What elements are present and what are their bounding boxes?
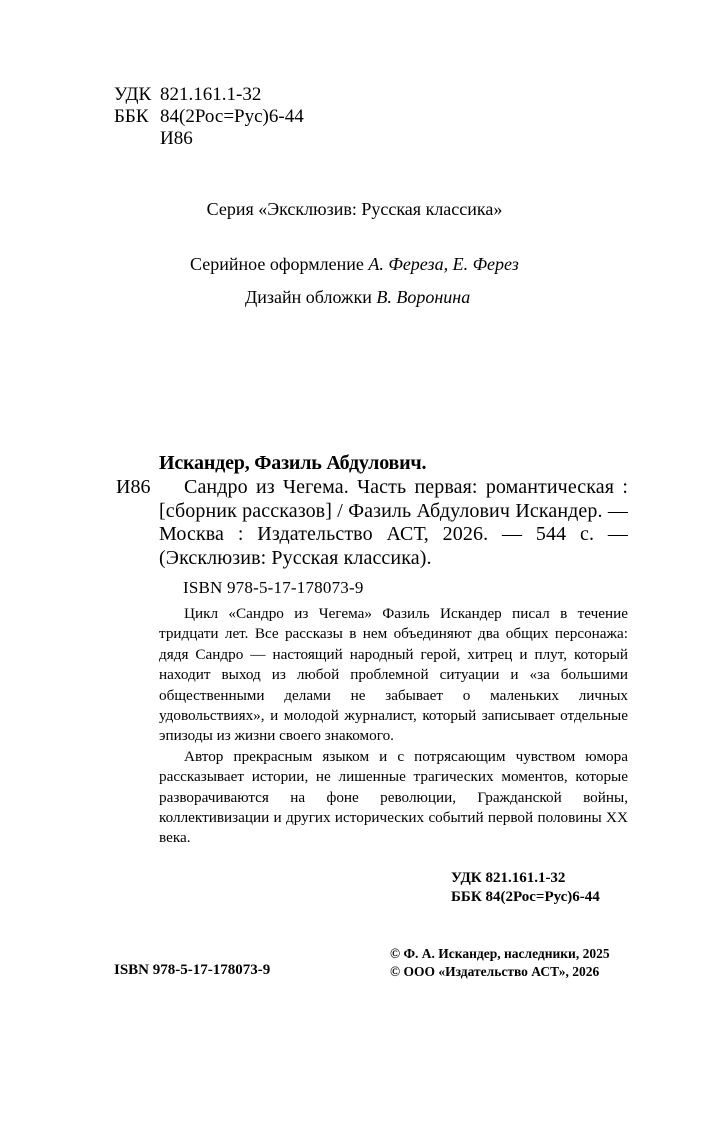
cover-design-name: В. Воронина — [376, 287, 471, 307]
series-title: Серия «Эксклюзив: Русская классика» — [206, 199, 503, 219]
card-abstract — [159, 604, 628, 849]
abstract-paragraph-1: Цикл «Сандро из Чегема» Фазиль Искандер писал в течение тридцати лет. Все рассказы в нем объединяют два общих персонажа: дядя Сандро — настоящий народный герой, хитрец и плут, который находит выход из любой проблемной ситуации и «за большими общественными делами не забывает о маленьких личных удовольствиях», и молодой журналист, который записывает отдельные эпизоды из жизни своего знакомого. — [159, 605, 628, 745]
card-isbn: ISBN 978-5-17-178073-9 — [183, 578, 364, 597]
classification-codes — [114, 84, 304, 150]
cutter-spacer — [114, 128, 160, 150]
cutter-row — [114, 128, 304, 150]
series-design-label: Серийное оформление — [190, 254, 369, 274]
udk-label: УДК — [114, 84, 152, 105]
udk-row — [114, 84, 304, 106]
series-design-credit — [190, 254, 519, 275]
cover-design-credit — [245, 287, 470, 308]
udk-code: 821.161.1-32 — [160, 84, 262, 105]
cutter-code: И86 — [160, 128, 193, 149]
card-author: Искандер, Фазиль Абдулович. — [159, 452, 427, 474]
copyright-block — [390, 945, 610, 980]
cover-design-label: Дизайн обложки — [245, 287, 377, 307]
footer-isbn: ISBN 978-5-17-178073-9 — [114, 962, 271, 978]
series-design-names: А. Фереза, Е. Ферез — [368, 254, 519, 274]
copyright-publisher: © ООО «Издательство АСТ», 2026 — [390, 963, 600, 979]
abstract-paragraph-2: Автор прекрасным языком и с потрясающим чувством юмора рассказывает истории, не лишенные трагических моментов, которые разворачиваются на фоне революции, Гражданской войны, коллективизации и других исторических событий первой половины XX века. — [159, 747, 628, 847]
card-udk: УДК 821.161.1-32 — [451, 870, 566, 886]
card-description: Сандро из Чегема. Часть первая: романтическая : [сборник рассказов] / Фазиль Абдулович Искандер. — Москва : Издательство АСТ, 2026. — 544 с. — (Эксклюзив: Русская классика). — [159, 476, 628, 569]
bbk-label: ББК — [114, 106, 149, 127]
copyright-author: © Ф. А. Искандер, наследники, 2025 — [390, 946, 610, 961]
bbk-row — [114, 106, 304, 128]
bbk-code: 84(2Рос=Рус)6-44 — [160, 106, 304, 127]
card-cutter: И86 — [116, 476, 151, 498]
card-codes — [451, 869, 600, 907]
card-bbk: ББК 84(2Рос=Рус)6-44 — [451, 889, 600, 905]
